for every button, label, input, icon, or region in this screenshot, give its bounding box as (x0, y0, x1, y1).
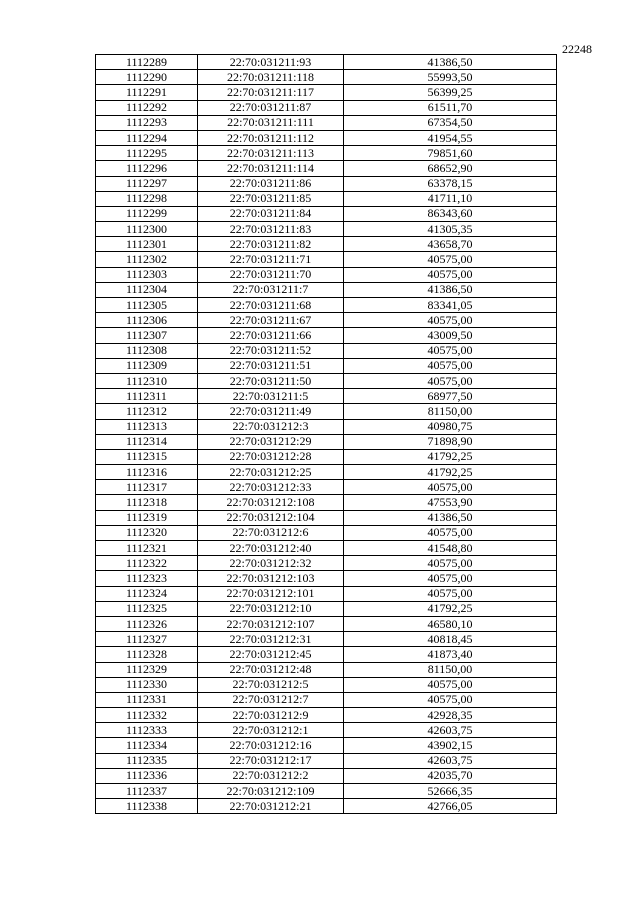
cadastral-number-cell: 22:70:031211:87 (198, 100, 344, 115)
value-cell: 40980,75 (344, 419, 557, 434)
cadastral-number-cell: 22:70:031211:5 (198, 389, 344, 404)
table-row (96, 404, 557, 419)
cadastral-number-cell: 22:70:031211:68 (198, 298, 344, 313)
cadastral-number-cell: 22:70:031211:118 (198, 70, 344, 85)
value-cell: 40575,00 (344, 525, 557, 540)
record-number-cell: 1112309 (96, 358, 198, 373)
table-row (96, 480, 557, 495)
table-row (96, 449, 557, 464)
value-cell: 40575,00 (344, 267, 557, 282)
cadastral-number-cell: 22:70:031211:84 (198, 206, 344, 221)
table-row (96, 282, 557, 297)
table-row (96, 571, 557, 586)
cadastral-number-cell: 22:70:031212:29 (198, 434, 344, 449)
cadastral-number-cell: 22:70:031211:50 (198, 373, 344, 388)
record-number-cell: 1112303 (96, 267, 198, 282)
record-number-cell: 1112326 (96, 616, 198, 631)
value-cell: 83341,05 (344, 298, 557, 313)
cadastral-number-cell: 22:70:031212:1 (198, 723, 344, 738)
table-row (96, 206, 557, 221)
cadastral-number-cell: 22:70:031211:70 (198, 267, 344, 282)
value-cell: 41792,25 (344, 449, 557, 464)
cadastral-number-cell: 22:70:031211:82 (198, 237, 344, 252)
table-row (96, 768, 557, 783)
cadastral-number-cell: 22:70:031212:101 (198, 586, 344, 601)
cadastral-number-cell: 22:70:031212:33 (198, 480, 344, 495)
record-number-cell: 1112295 (96, 146, 198, 161)
table-row (96, 495, 557, 510)
record-number-cell: 1112330 (96, 677, 198, 692)
cadastral-number-cell: 22:70:031212:48 (198, 662, 344, 677)
table-row (96, 85, 557, 100)
record-number-cell: 1112313 (96, 419, 198, 434)
value-cell: 42603,75 (344, 723, 557, 738)
table-row (96, 647, 557, 662)
record-number-cell: 1112307 (96, 328, 198, 343)
cadastral-number-cell: 22:70:031211:66 (198, 328, 344, 343)
value-cell: 41873,40 (344, 647, 557, 662)
value-cell: 40575,00 (344, 571, 557, 586)
cadastral-number-cell: 22:70:031212:32 (198, 556, 344, 571)
table-row (96, 616, 557, 631)
cadastral-number-cell: 22:70:031211:113 (198, 146, 344, 161)
value-cell: 46580,10 (344, 616, 557, 631)
value-cell: 43009,50 (344, 328, 557, 343)
table-row (96, 161, 557, 176)
table-row (96, 222, 557, 237)
record-number-cell: 1112328 (96, 647, 198, 662)
table-row (96, 313, 557, 328)
value-cell: 67354,50 (344, 115, 557, 130)
record-number-cell: 1112323 (96, 571, 198, 586)
table-row (96, 692, 557, 707)
table-row (96, 510, 557, 525)
cadastral-number-cell: 22:70:031211:86 (198, 176, 344, 191)
table-row (96, 556, 557, 571)
table-row (96, 130, 557, 145)
table-row (96, 115, 557, 130)
cadastral-number-cell: 22:70:031211:52 (198, 343, 344, 358)
cadastral-number-cell: 22:70:031211:85 (198, 191, 344, 206)
cadastral-number-cell: 22:70:031211:7 (198, 282, 344, 297)
value-cell: 86343,60 (344, 206, 557, 221)
table-row (96, 267, 557, 282)
cadastral-number-cell: 22:70:031212:108 (198, 495, 344, 510)
value-cell: 43658,70 (344, 237, 557, 252)
cadastral-number-cell: 22:70:031212:6 (198, 525, 344, 540)
record-number-cell: 1112299 (96, 206, 198, 221)
value-cell: 40575,00 (344, 252, 557, 267)
table-row (96, 146, 557, 161)
record-number-cell: 1112334 (96, 738, 198, 753)
table-row (96, 465, 557, 480)
record-number-cell: 1112294 (96, 130, 198, 145)
cadastral-number-cell: 22:70:031212:45 (198, 647, 344, 662)
value-cell: 41305,35 (344, 222, 557, 237)
cadastral-number-cell: 22:70:031212:17 (198, 753, 344, 768)
record-number-cell: 1112324 (96, 586, 198, 601)
record-number-cell: 1112311 (96, 389, 198, 404)
value-cell: 68652,90 (344, 161, 557, 176)
cadastral-number-cell: 22:70:031211:67 (198, 313, 344, 328)
table-row (96, 586, 557, 601)
table-row (96, 419, 557, 434)
cadastral-number-cell: 22:70:031212:9 (198, 708, 344, 723)
record-number-cell: 1112304 (96, 282, 198, 297)
cadastral-number-cell: 22:70:031212:3 (198, 419, 344, 434)
cadastral-number-cell: 22:70:031212:16 (198, 738, 344, 753)
table-row (96, 373, 557, 388)
value-cell: 40575,00 (344, 556, 557, 571)
cadastral-number-cell: 22:70:031211:117 (198, 85, 344, 100)
value-cell: 47553,90 (344, 495, 557, 510)
record-number-cell: 1112312 (96, 404, 198, 419)
record-number-cell: 1112315 (96, 449, 198, 464)
cadastral-number-cell: 22:70:031212:28 (198, 449, 344, 464)
record-number-cell: 1112300 (96, 222, 198, 237)
cadastral-number-cell: 22:70:031211:51 (198, 358, 344, 373)
record-number-cell: 1112332 (96, 708, 198, 723)
value-cell: 40575,00 (344, 343, 557, 358)
cadastral-number-cell: 22:70:031212:2 (198, 768, 344, 783)
record-number-cell: 1112329 (96, 662, 198, 677)
table-row (96, 601, 557, 616)
record-number-cell: 1112310 (96, 373, 198, 388)
cadastral-number-cell: 22:70:031212:21 (198, 799, 344, 814)
table-row (96, 389, 557, 404)
table-row (96, 434, 557, 449)
record-number-cell: 1112337 (96, 784, 198, 799)
cadastral-number-cell: 22:70:031212:103 (198, 571, 344, 586)
value-cell: 68977,50 (344, 389, 557, 404)
cadastral-number-cell: 22:70:031212:5 (198, 677, 344, 692)
table-row (96, 237, 557, 252)
record-number-cell: 1112327 (96, 632, 198, 647)
record-number-cell: 1112290 (96, 70, 198, 85)
value-cell: 40575,00 (344, 677, 557, 692)
table-row (96, 662, 557, 677)
value-cell: 55993,50 (344, 70, 557, 85)
value-cell: 40575,00 (344, 480, 557, 495)
record-number-cell: 1112336 (96, 768, 198, 783)
record-number-cell: 1112321 (96, 541, 198, 556)
table-row (96, 723, 557, 738)
record-number-cell: 1112301 (96, 237, 198, 252)
table-row (96, 677, 557, 692)
cadastral-number-cell: 22:70:031212:31 (198, 632, 344, 647)
value-cell: 42603,75 (344, 753, 557, 768)
record-number-cell: 1112292 (96, 100, 198, 115)
value-cell: 41711,10 (344, 191, 557, 206)
cadastral-number-cell: 22:70:031212:104 (198, 510, 344, 525)
record-number-cell: 1112338 (96, 799, 198, 814)
table-row (96, 70, 557, 85)
record-number-cell: 1112320 (96, 525, 198, 540)
cadastral-number-cell: 22:70:031212:40 (198, 541, 344, 556)
record-number-cell: 1112306 (96, 313, 198, 328)
table-row (96, 191, 557, 206)
cadastral-number-cell: 22:70:031212:109 (198, 784, 344, 799)
table-row (96, 753, 557, 768)
cadastral-number-cell: 22:70:031212:7 (198, 692, 344, 707)
value-cell: 42928,35 (344, 708, 557, 723)
data-table (95, 54, 557, 814)
value-cell: 41792,25 (344, 601, 557, 616)
table-row (96, 784, 557, 799)
table-row (96, 343, 557, 358)
cadastral-number-cell: 22:70:031211:71 (198, 252, 344, 267)
value-cell: 81150,00 (344, 662, 557, 677)
record-number-cell: 1112335 (96, 753, 198, 768)
table-row (96, 298, 557, 313)
record-number-cell: 1112317 (96, 480, 198, 495)
cadastral-number-cell: 22:70:031211:114 (198, 161, 344, 176)
cadastral-number-cell: 22:70:031212:107 (198, 616, 344, 631)
record-number-cell: 1112297 (96, 176, 198, 191)
cadastral-number-cell: 22:70:031212:10 (198, 601, 344, 616)
record-number-cell: 1112308 (96, 343, 198, 358)
value-cell: 40575,00 (344, 692, 557, 707)
record-number-cell: 1112325 (96, 601, 198, 616)
value-cell: 41386,50 (344, 55, 557, 70)
record-number-cell: 1112319 (96, 510, 198, 525)
table-row (96, 525, 557, 540)
table-row (96, 55, 557, 70)
value-cell: 40575,00 (344, 358, 557, 373)
value-cell: 52666,35 (344, 784, 557, 799)
record-number-cell: 1112293 (96, 115, 198, 130)
table-row (96, 358, 557, 373)
table-row (96, 708, 557, 723)
value-cell: 81150,00 (344, 404, 557, 419)
value-cell: 71898,90 (344, 434, 557, 449)
cadastral-number-cell: 22:70:031211:93 (198, 55, 344, 70)
value-cell: 40575,00 (344, 313, 557, 328)
value-cell: 42766,05 (344, 799, 557, 814)
value-cell: 79851,60 (344, 146, 557, 161)
value-cell: 43902,15 (344, 738, 557, 753)
value-cell: 41548,80 (344, 541, 557, 556)
table-row (96, 799, 557, 814)
value-cell: 56399,25 (344, 85, 557, 100)
cadastral-number-cell: 22:70:031211:49 (198, 404, 344, 419)
value-cell: 41792,25 (344, 465, 557, 480)
record-number-cell: 1112331 (96, 692, 198, 707)
table-row (96, 738, 557, 753)
cadastral-number-cell: 22:70:031211:112 (198, 130, 344, 145)
value-cell: 41386,50 (344, 510, 557, 525)
record-number-cell: 1112316 (96, 465, 198, 480)
value-cell: 40818,45 (344, 632, 557, 647)
record-number-cell: 1112314 (96, 434, 198, 449)
value-cell: 42035,70 (344, 768, 557, 783)
table-row (96, 252, 557, 267)
value-cell: 61511,70 (344, 100, 557, 115)
table-body (96, 55, 557, 814)
value-cell: 40575,00 (344, 586, 557, 601)
cadastral-number-cell: 22:70:031211:111 (198, 115, 344, 130)
record-number-cell: 1112322 (96, 556, 198, 571)
value-cell: 40575,00 (344, 373, 557, 388)
record-number-cell: 1112296 (96, 161, 198, 176)
record-number-cell: 1112305 (96, 298, 198, 313)
record-number-cell: 1112289 (96, 55, 198, 70)
record-number-cell: 1112302 (96, 252, 198, 267)
record-number-cell: 1112291 (96, 85, 198, 100)
record-number-cell: 1112298 (96, 191, 198, 206)
table-row (96, 541, 557, 556)
table-row (96, 176, 557, 191)
record-number-cell: 1112333 (96, 723, 198, 738)
page-number: 22248 (562, 42, 592, 56)
record-number-cell: 1112318 (96, 495, 198, 510)
value-cell: 41954,55 (344, 130, 557, 145)
table-row (96, 328, 557, 343)
table-row (96, 100, 557, 115)
value-cell: 63378,15 (344, 176, 557, 191)
cadastral-number-cell: 22:70:031211:83 (198, 222, 344, 237)
value-cell: 41386,50 (344, 282, 557, 297)
cadastral-number-cell: 22:70:031212:25 (198, 465, 344, 480)
table-row (96, 632, 557, 647)
